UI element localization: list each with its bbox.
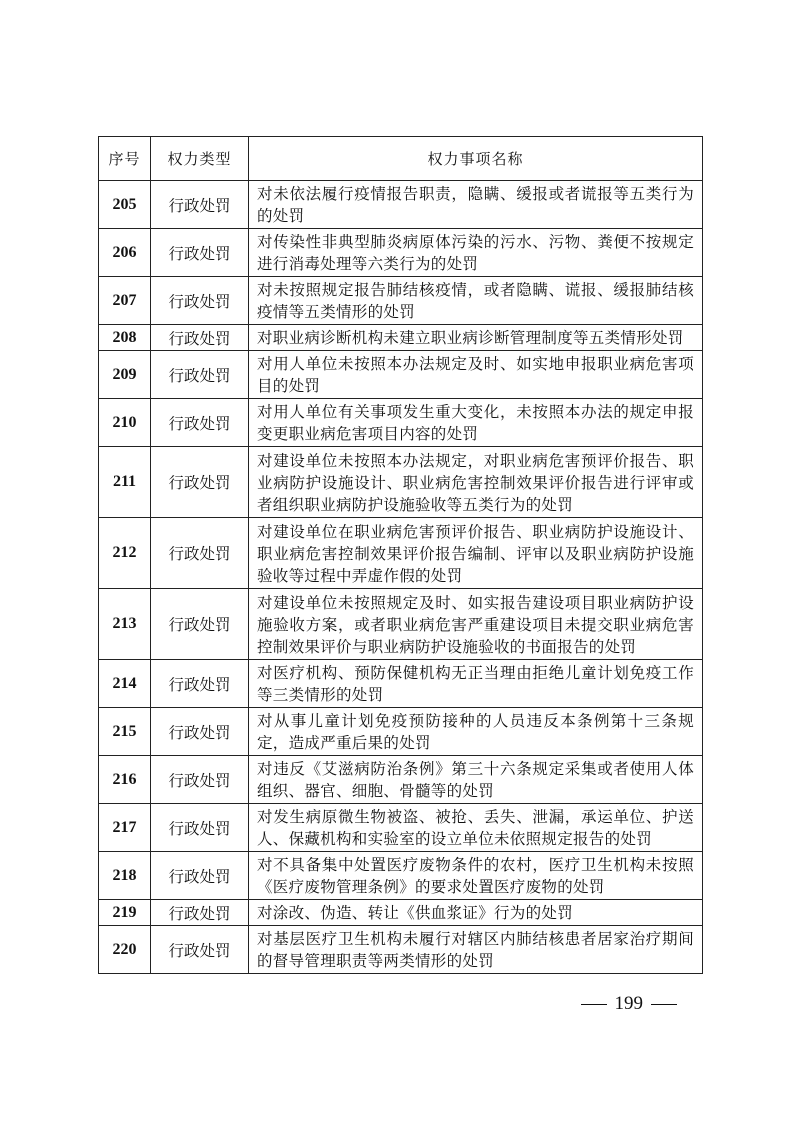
row-seq: 216 xyxy=(99,756,151,804)
row-type: 行政处罚 xyxy=(151,277,249,325)
row-seq: 220 xyxy=(99,926,151,974)
row-name: 对用人单位未按照本办法规定及时、如实地申报职业病危害项目的处罚 xyxy=(249,351,703,399)
row-type: 行政处罚 xyxy=(151,518,249,589)
row-seq: 207 xyxy=(99,277,151,325)
row-seq: 215 xyxy=(99,708,151,756)
table-row xyxy=(99,325,703,351)
table-body xyxy=(99,181,703,974)
row-type: 行政处罚 xyxy=(151,325,249,351)
row-seq: 212 xyxy=(99,518,151,589)
row-seq: 208 xyxy=(99,325,151,351)
row-type: 行政处罚 xyxy=(151,660,249,708)
row-type: 行政处罚 xyxy=(151,589,249,660)
row-name: 对传染性非典型肺炎病原体污染的污水、污物、粪便不按规定进行消毒处理等六类行为的处罚 xyxy=(249,229,703,277)
table-row xyxy=(99,852,703,900)
page-number: 199 xyxy=(614,993,643,1014)
row-name: 对未依法履行疫情报告职责，隐瞒、缓报或者谎报等五类行为的处罚 xyxy=(249,181,703,229)
table-row xyxy=(99,518,703,589)
row-type: 行政处罚 xyxy=(151,852,249,900)
row-seq: 214 xyxy=(99,660,151,708)
footer-dash-left xyxy=(581,1004,607,1006)
row-seq: 213 xyxy=(99,589,151,660)
row-seq: 211 xyxy=(99,447,151,518)
row-type: 行政处罚 xyxy=(151,756,249,804)
row-seq: 205 xyxy=(99,181,151,229)
row-name: 对医疗机构、预防保健机构无正当理由拒绝儿童计划免疫工作等三类情形的处罚 xyxy=(249,660,703,708)
row-type: 行政处罚 xyxy=(151,229,249,277)
row-type: 行政处罚 xyxy=(151,447,249,518)
table-row xyxy=(99,351,703,399)
table-row xyxy=(99,660,703,708)
table-row xyxy=(99,447,703,518)
row-name: 对从事儿童计划免疫预防接种的人员违反本条例第十三条规定，造成严重后果的处罚 xyxy=(249,708,703,756)
table-row xyxy=(99,181,703,229)
header-name: 权力事项名称 xyxy=(249,137,703,181)
row-type: 行政处罚 xyxy=(151,926,249,974)
row-name: 对建设单位未按照规定及时、如实报告建设项目职业病防护设施验收方案，或者职业病危害严重建设项目未提交职业病危害控制效果评价与职业病防护设施验收的书面报告的处罚 xyxy=(249,589,703,660)
table-row xyxy=(99,804,703,852)
row-name: 对涂改、伪造、转让《供血浆证》行为的处罚 xyxy=(249,900,703,926)
table-row xyxy=(99,708,703,756)
row-name: 对发生病原微生物被盗、被抢、丢失、泄漏，承运单位、护送人、保藏机构和实验室的设立单位未依照规定报告的处罚 xyxy=(249,804,703,852)
power-items-table xyxy=(98,136,703,974)
row-seq: 206 xyxy=(99,229,151,277)
row-name: 对基层医疗卫生机构未履行对辖区内肺结核患者居家治疗期间的督导管理职责等两类情形的处罚 xyxy=(249,926,703,974)
table-row xyxy=(99,926,703,974)
header-seq: 序号 xyxy=(99,137,151,181)
row-seq: 210 xyxy=(99,399,151,447)
table-row xyxy=(99,229,703,277)
table-row xyxy=(99,277,703,325)
row-seq: 219 xyxy=(99,900,151,926)
table-row xyxy=(99,900,703,926)
footer-dash-right xyxy=(651,1004,677,1006)
row-name: 对建设单位在职业病危害预评价报告、职业病防护设施设计、职业病危害控制效果评价报告编制、评审以及职业病防护设施验收等过程中弄虚作假的处罚 xyxy=(249,518,703,589)
row-name: 对建设单位未按照本办法规定，对职业病危害预评价报告、职业病防护设施设计、职业病危害控制效果评价报告进行评审或者组织职业病防护设施验收等五类行为的处罚 xyxy=(249,447,703,518)
row-type: 行政处罚 xyxy=(151,351,249,399)
header-type: 权力类型 xyxy=(151,137,249,181)
table-row xyxy=(99,756,703,804)
page-footer xyxy=(573,993,686,1015)
row-type: 行政处罚 xyxy=(151,804,249,852)
row-type: 行政处罚 xyxy=(151,900,249,926)
row-name: 对未按照规定报告肺结核疫情，或者隐瞒、谎报、缓报肺结核疫情等五类情形的处罚 xyxy=(249,277,703,325)
row-type: 行政处罚 xyxy=(151,708,249,756)
row-seq: 217 xyxy=(99,804,151,852)
row-name: 对不具备集中处置医疗废物条件的农村，医疗卫生机构未按照《医疗废物管理条例》的要求处置医疗废物的处罚 xyxy=(249,852,703,900)
row-name: 对用人单位有关事项发生重大变化，未按照本办法的规定申报变更职业病危害项目内容的处罚 xyxy=(249,399,703,447)
row-type: 行政处罚 xyxy=(151,399,249,447)
row-name: 对违反《艾滋病防治条例》第三十六条规定采集或者使用人体组织、器官、细胞、骨髓等的处罚 xyxy=(249,756,703,804)
table-row xyxy=(99,399,703,447)
table-header-row xyxy=(99,137,703,181)
row-name: 对职业病诊断机构未建立职业病诊断管理制度等五类情形处罚 xyxy=(249,325,703,351)
row-type: 行政处罚 xyxy=(151,181,249,229)
table-row xyxy=(99,589,703,660)
row-seq: 218 xyxy=(99,852,151,900)
row-seq: 209 xyxy=(99,351,151,399)
